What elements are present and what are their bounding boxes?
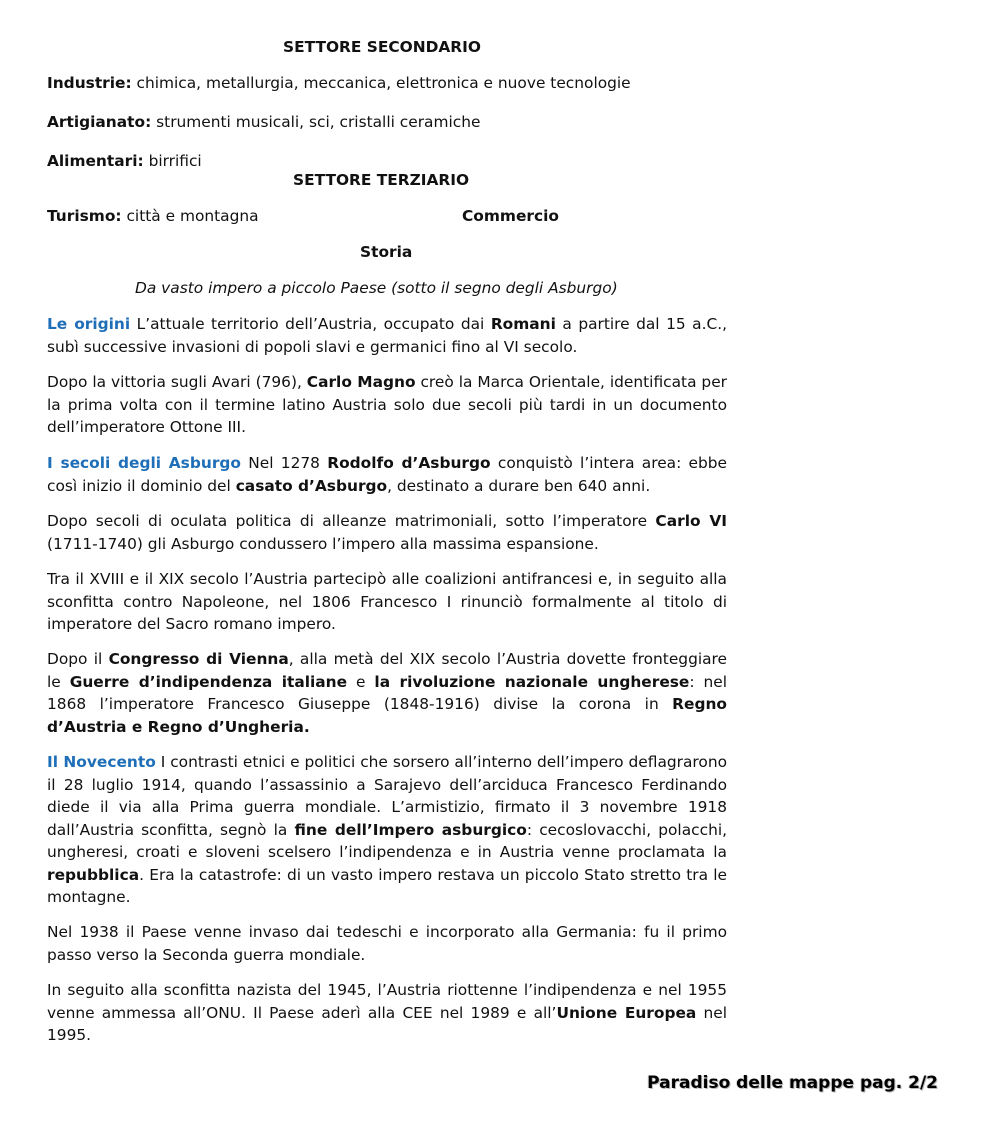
paragraph-origini: [47, 313, 727, 358]
bold-term: Romani: [490, 315, 556, 333]
paragraph-carlo-vi: [47, 510, 727, 555]
text: Dopo la vittoria sugli Avari (796),: [47, 373, 307, 391]
bold-term: fine dell’Impero asburgico: [294, 820, 527, 839]
paragraph-1938: [47, 921, 727, 966]
artigianato-line: [47, 113, 480, 131]
bold-term: Regno d’Austria e Regno d’Ungheria.: [47, 695, 727, 736]
paragraph-1945: [47, 979, 727, 1047]
text: nel 1995.: [47, 1003, 727, 1044]
storia-subtitle: Da vasto impero a piccolo Paese (sotto il segno degli Asburgo): [135, 279, 618, 297]
turismo-label: Turismo:: [47, 207, 122, 225]
paragraph-napoleone: [47, 568, 727, 636]
text: : cecoslovacchi, polacchi, ungheresi, croati e sloveni scelsero l’indipendenza e in Austria venne proclamata la: [47, 820, 727, 861]
bold-term: Congresso di Vienna: [108, 650, 289, 668]
section-title-terziario: SETTORE TERZIARIO: [293, 171, 470, 189]
text: Dopo il: [47, 650, 109, 668]
artigianato-label: Artigianato:: [47, 113, 152, 131]
artigianato-text: strumenti musicali, sci, cristalli ceramiche: [151, 113, 481, 131]
text: , destinato a durare ben 640 anni.: [387, 476, 651, 495]
bold-term: Carlo VI: [655, 512, 727, 530]
storia-title: Storia: [360, 243, 413, 261]
bold-term: Rodolfo d’Asburgo: [327, 454, 491, 472]
bold-term: Guerre d’indipendenza italiane: [69, 672, 348, 691]
page-footer: Paradiso delle mappe pag. 2/2: [647, 1073, 938, 1093]
text: conquistò l’intera area: ebbe così inizio il dominio del: [47, 454, 728, 495]
text: In seguito alla sconfitta nazista del 1945, l’Austria riottenne l’indipendenza e nel 1955 venne ammessa all’ONU. Il Paese aderì alla CEE nel 1989 e all’: [47, 981, 727, 1022]
industrie-line: [47, 74, 631, 92]
commercio-label: Commercio: [462, 207, 559, 225]
text: : nel 1868 l’imperatore Francesco Giuseppe (1848-1916) divise la corona in: [47, 672, 727, 713]
paragraph-asburgo: [47, 452, 727, 497]
bold-term: repubblica: [47, 865, 140, 884]
alimentari-label: Alimentari:: [47, 152, 144, 170]
text: (1711-1740) gli Asburgo condussero l’impero alla massima espansione.: [47, 534, 599, 553]
text: a partire dal 15 a.C., subì successive invasioni di popoli slavi e germanici fino al VI secolo.: [47, 315, 727, 356]
text: I contrasti etnici e politici che sorsero all’interno dell’impero deflagrarono il 28 luglio 1914, quando l’assassinio a Sarajevo dell’arciduca Francesco Ferdinando diede il via alla Prima guerra mondiale. L’armistizio, firmato il 3 novembre 1918 dall’Austria sconfitta, segnò la: [47, 753, 727, 839]
industrie-label: Industrie:: [47, 74, 132, 92]
text: creò la Marca Orientale, identificata per la prima volta con il termine latino Austria solo due secoli più tardi in un documento dell’imperatore Ottone III.: [47, 373, 727, 436]
text: . Era la catastrofe: di un vasto impero restava un piccolo Stato stretto tra le montagne.: [47, 865, 727, 906]
text: Dopo secoli di oculata politica di alleanze matrimoniali, sotto l’imperatore: [47, 512, 656, 530]
paragraph-congresso: [47, 648, 727, 738]
turismo-line: [47, 207, 259, 225]
text: , alla metà del XIX secolo l’Austria dovette fronteggiare le: [47, 650, 728, 691]
text: L’attuale territorio dell’Austria, occupato dai: [130, 315, 491, 333]
bold-term: Unione Europea: [556, 1003, 697, 1022]
heading-novecento: Il Novecento: [47, 753, 156, 771]
bold-term: la rivoluzione nazionale ungherese: [374, 672, 690, 691]
bold-term: casato d’Asburgo: [235, 476, 388, 495]
alimentari-text: birrifici: [143, 152, 202, 170]
heading-asburgo: I secoli degli Asburgo: [47, 454, 242, 472]
alimentari-line: [47, 152, 202, 170]
section-title-secondario: SETTORE SECONDARIO: [283, 38, 481, 56]
text: Nel 1278: [241, 454, 328, 472]
paragraph-carlo-magno: [47, 371, 727, 439]
bold-term: Carlo Magno: [306, 373, 416, 391]
text: Tra il XVIII e il XIX secolo l’Austria partecipò alle coalizioni antifrancesi e, in seguito alla sconfitta contro Napoleone, nel 1806 Francesco I rinunciò formalmente al titolo di imperatore del Sacro romano impero.: [47, 570, 727, 633]
text: e: [347, 672, 375, 691]
text: Nel 1938 il Paese venne invaso dai tedeschi e incorporato alla Germania: fu il primo passo verso la Seconda guerra mondiale.: [47, 923, 727, 964]
industrie-text: chimica, metallurgia, meccanica, elettronica e nuove tecnologie: [131, 74, 631, 92]
turismo-text: città e montagna: [121, 207, 259, 225]
heading-origini: Le origini: [47, 315, 131, 333]
paragraph-novecento: [47, 751, 727, 909]
